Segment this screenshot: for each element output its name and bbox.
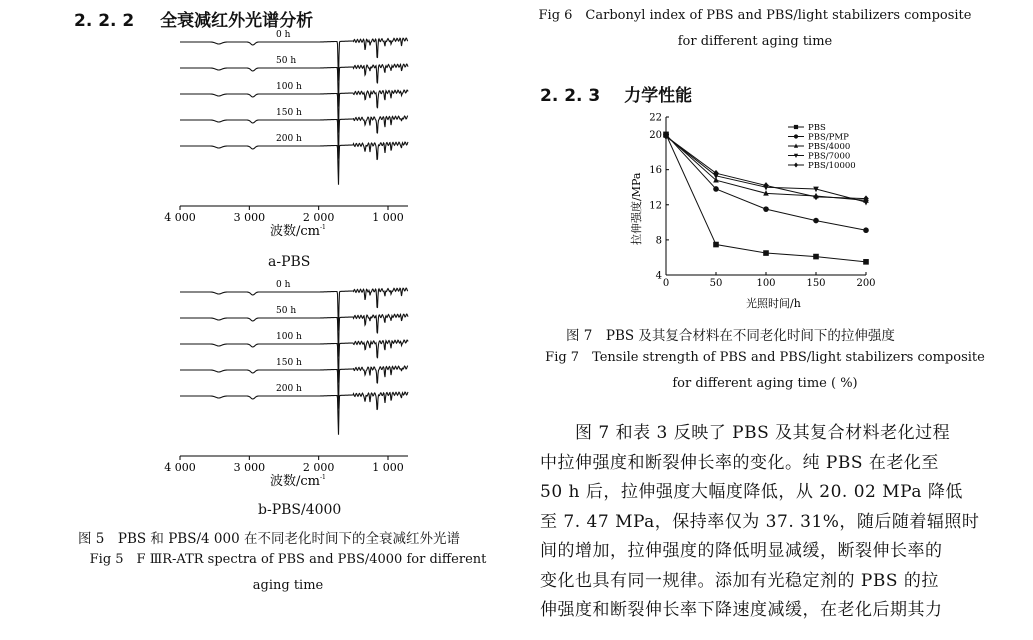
ftir-spectra-pbs-4000 — [160, 278, 420, 490]
curve-label: 50 h — [276, 56, 297, 66]
panel-a-label: a-PBS — [268, 254, 311, 270]
x-axis-label: 波数$/cm^{-1}$ — [270, 474, 326, 489]
legend-entry — [788, 152, 850, 162]
curve-label: 50 h — [276, 306, 297, 316]
curve-label: 100 h — [276, 332, 302, 342]
y-tick-label: 16 — [649, 165, 662, 177]
data-point — [713, 186, 719, 192]
legend-entry — [788, 133, 849, 143]
data-point — [794, 134, 798, 138]
x-tick-label: 2 000 — [302, 461, 335, 474]
data-point — [863, 259, 869, 265]
fig7-caption-cn: 图 7 PBS 及其复合材料在不同老化时间下的拉伸强度 — [566, 328, 895, 344]
legend-label: PBS — [808, 123, 826, 133]
section-title: 全衰减红外光谱分析 — [160, 11, 314, 31]
x-tick-label: 4 000 — [164, 461, 196, 474]
legend-label: PBS/7000 — [808, 151, 851, 162]
x-tick-label: 200 — [856, 278, 876, 289]
spectra-curves-a — [180, 30, 408, 185]
legend-entry — [788, 161, 856, 171]
legend-label: PBS/PMP — [808, 132, 849, 143]
x-tick-label: 100 — [756, 278, 776, 289]
curve-label: 100 h — [276, 82, 302, 92]
ftir-spectra-pbs — [160, 28, 420, 240]
curve-label: 0 h — [276, 30, 291, 40]
x-tick-label: 4 000 — [164, 211, 196, 224]
paragraph-line: 变化也具有同一规律。添加有光稳定剂的 PBS 的拉 — [540, 570, 939, 591]
fig5-caption-en-1: Fig 5 F ⅢR-ATR spectra of PBS and PBS/4000 for different — [89, 552, 487, 567]
legend-entry — [788, 142, 850, 152]
paragraph-line: 伸强度和断裂伸长率下降速度减缓，在老化后期其力 — [540, 600, 943, 620]
paragraph-line: 至 7. 47 MPa，保持率仅为 37. 31%，随后随着辐照时 — [540, 511, 980, 532]
x-ticks-a — [164, 206, 404, 224]
data-point — [813, 254, 819, 260]
data-point — [713, 170, 719, 177]
data-point — [863, 227, 869, 233]
data-point — [763, 250, 769, 256]
spectrum-curve — [180, 142, 408, 185]
panel-b-label: b-PBS/4000 — [258, 502, 342, 518]
tensile-strength-chart — [620, 105, 890, 317]
legend-entry — [788, 123, 826, 133]
data-point — [813, 218, 819, 224]
y-tick-label: 4 — [655, 270, 662, 282]
data-point — [763, 206, 769, 212]
legend-label: PBS/4000 — [808, 142, 851, 152]
curve-label: 200 h — [276, 384, 302, 394]
section-number: 2. 2. 3 — [540, 86, 601, 106]
fig7-caption-en-1: Fig 7 Tensile strength of PBS and PBS/light stabilizers composite — [545, 350, 985, 365]
x-tick-label: 0 — [662, 278, 670, 289]
fig7-caption-en-2: for different aging time ( %) — [672, 376, 858, 391]
paragraph-line: 间的增加，拉伸强度的降低明显减缓，断裂伸长率的 — [540, 541, 943, 561]
x-tick-label: 50 — [709, 278, 723, 289]
curve-label: 150 h — [276, 358, 302, 368]
x-axis-label: 波数$/cm^{-1}$ — [270, 224, 326, 239]
curve-label: 150 h — [276, 108, 302, 118]
y-tick-label: 12 — [649, 200, 662, 212]
x-tick-label: 3 000 — [233, 211, 266, 224]
x-tick-label: 3 000 — [233, 461, 266, 474]
x-tick-label: 2 000 — [302, 211, 335, 224]
paragraph-line: 图 7 和表 3 反映了 PBS 及其复合材料老化过程 — [540, 423, 951, 443]
curve-label: 0 h — [276, 280, 291, 290]
paragraph-line: 中拉伸强度和断裂伸长率的变化。纯 PBS 在老化至 — [540, 452, 939, 473]
paragraph-line: 50 h 后，拉伸强度大幅度降低，从 20. 02 MPa 降低 — [540, 482, 963, 502]
data-point — [713, 242, 719, 248]
section-heading-mechanical — [540, 81, 692, 106]
x-tick-label: 1 000 — [372, 461, 404, 474]
fig5-caption-en-2: aging time — [252, 578, 324, 593]
x-tick-label: 1 000 — [372, 211, 404, 224]
spectra-curves-b — [180, 280, 408, 435]
y-tick-label: 22 — [649, 112, 662, 124]
data-point — [813, 194, 819, 201]
section-title: 力学性能 — [624, 86, 693, 106]
legend-label: PBS/10000 — [808, 161, 856, 171]
curve-label: 200 h — [276, 134, 302, 144]
section-number: 2. 2. 2 — [74, 11, 135, 31]
x-tick-label: 150 — [806, 278, 826, 289]
y-tick-label: 8 — [655, 235, 662, 247]
y-axis-label: 拉伸强度/MPa — [630, 172, 643, 245]
body-paragraph — [540, 419, 980, 626]
y-tick-label: 20 — [649, 130, 662, 142]
data-point — [794, 125, 798, 129]
x-axis-label: 光照时间/h — [746, 297, 801, 310]
fig5-caption-cn: 图 5 PBS 和 PBS/4 000 在不同老化时间下的全衰减红外光谱 — [78, 531, 460, 547]
fig6-caption-en-2: for different aging time — [677, 34, 833, 49]
fig6-caption-en-1: Fig 6 Carbonyl index of PBS and PBS/light stabilizers composite — [538, 8, 972, 23]
x-ticks-b — [164, 456, 404, 474]
spectrum-curve — [180, 392, 408, 435]
data-point — [794, 163, 798, 168]
